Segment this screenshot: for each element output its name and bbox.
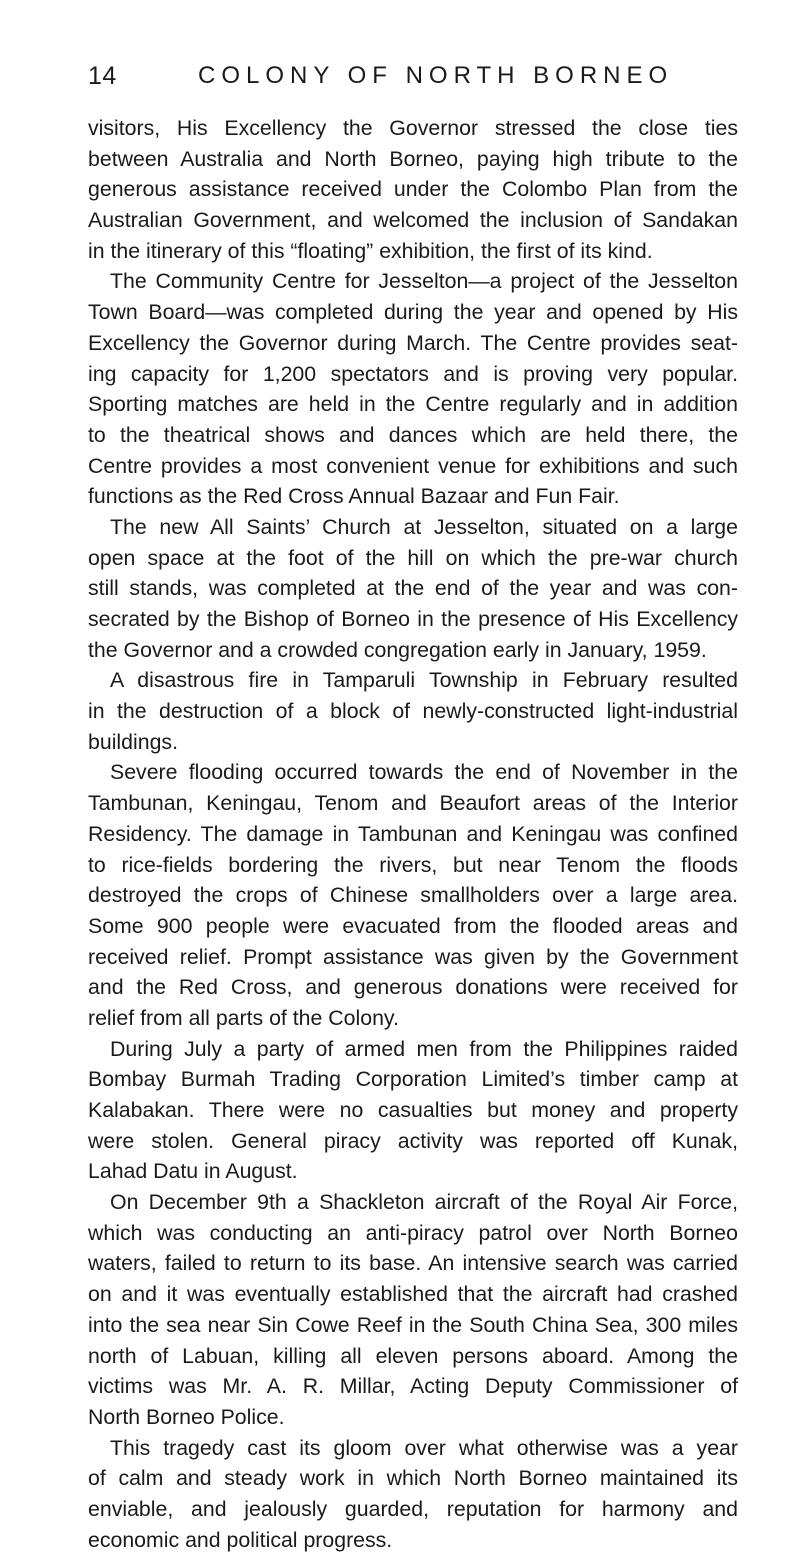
- text-line: waters, failed to return to its base. An intensive search was carried: [88, 1251, 738, 1276]
- page-header: [88, 62, 728, 102]
- text-line: were stolen. General piracy activity was reported off Kunak,: [88, 1128, 738, 1153]
- text-line: of calm and steady work in which North Borneo maintained its: [88, 1466, 738, 1491]
- text-line: Centre provides a most convenient venue for exhibitions and such: [88, 453, 738, 478]
- text-line: The new All Saints’ Church at Jesselton, situated on a large: [110, 514, 738, 539]
- text-line: Lahad Datu in August.: [88, 1159, 298, 1184]
- text-line: Sporting matches are held in the Centre regularly and in addition: [88, 392, 738, 417]
- text-line: During July a party of armed men from the Philippines raided: [110, 1036, 738, 1061]
- text-line: On December 9th a Shackleton aircraft of the Royal Air Force,: [110, 1190, 738, 1215]
- text-line: to the theatrical shows and dances which are held there, the: [88, 422, 738, 447]
- text-line: on and it was eventually established that the aircraft had crashed: [88, 1282, 738, 1307]
- text-line: received relief. Prompt assistance was given by the Government: [88, 944, 738, 969]
- text-line: Tambunan, Keningau, Tenom and Beaufort areas of the Interior: [88, 791, 738, 816]
- text-line: economic and political progress.: [88, 1527, 393, 1552]
- text-line: generous assistance received under the Colombo Plan from the: [88, 177, 738, 202]
- text-line: buildings.: [88, 729, 178, 754]
- text-line: and the Red Cross, and generous donations were received for: [88, 975, 738, 1000]
- text-line: functions as the Red Cross Annual Bazaar and Fun Fair.: [88, 484, 620, 509]
- text-line: A disastrous fire in Tamparuli Township in February resulted: [110, 668, 738, 693]
- running-head: COLONY OF NORTH BORNEO: [198, 62, 674, 89]
- text-line: in the destruction of a block of newly-constructed light-industrial: [88, 699, 738, 724]
- text-line: Some 900 people were evacuated from the flooded areas and: [88, 913, 738, 938]
- text-line: North Borneo Police.: [88, 1404, 285, 1429]
- text-line: Town Board—was completed during the year and opened by His: [88, 300, 738, 325]
- text-line: Kalabakan. There were no casualties but money and property: [88, 1098, 738, 1122]
- text-line: which was conducting an anti-piracy patrol over North Borneo: [88, 1220, 738, 1245]
- text-line: victims was Mr. A. R. Millar, Acting Deputy Commissioner of: [88, 1374, 738, 1399]
- text-line: visitors, His Excellency the Governor stressed the close ties: [88, 116, 738, 140]
- page-number: 14: [88, 62, 117, 90]
- text-line: destroyed the crops of Chinese smallholders over a large area.: [88, 883, 738, 908]
- text-line: The Community Centre for Jesselton—a project of the Jesselton: [110, 269, 738, 294]
- text-line: still stands, was completed at the end of the year and was con-: [88, 576, 738, 601]
- text-line: to rice-fields bordering the rivers, but near Tenom the floods: [88, 852, 738, 877]
- text-line: the Governor and a crowded congregation early in January, 1959.: [88, 637, 707, 662]
- text-line: open space at the foot of the hill on which the pre-war church: [88, 545, 738, 570]
- text-line: enviable, and jealously guarded, reputation for harmony and: [88, 1496, 738, 1521]
- text-line: secrated by the Bishop of Borneo in the presence of His Excellency: [88, 607, 738, 631]
- text-line: Excellency the Governor during March. The Centre provides seat-: [88, 330, 738, 355]
- text-line: in the itinerary of this “floating” exhibition, the first of its kind.: [88, 238, 653, 263]
- text-line: Australian Government, and welcomed the inclusion of Sandakan: [88, 208, 738, 233]
- text-line: relief from all parts of the Colony.: [88, 1005, 399, 1030]
- text-line: This tragedy cast its gloom over what otherwise was a year: [110, 1435, 738, 1460]
- text-line: ing capacity for 1,200 spectators and is proving very popular.: [88, 361, 738, 386]
- body-text: [88, 113, 738, 1555]
- text-line: into the sea near Sin Cowe Reef in the South China Sea, 300 miles: [88, 1312, 738, 1337]
- text-line: Bombay Burmah Trading Corporation Limited’s timber camp at: [88, 1067, 738, 1092]
- text-line: Residency. The damage in Tambunan and Keningau was confined: [88, 821, 738, 846]
- text-line: north of Labuan, killing all eleven persons aboard. Among the: [88, 1343, 738, 1368]
- text-line: Severe flooding occurred towards the end of November in the: [110, 760, 738, 785]
- text-line: between Australia and North Borneo, paying high tribute to the: [88, 146, 738, 171]
